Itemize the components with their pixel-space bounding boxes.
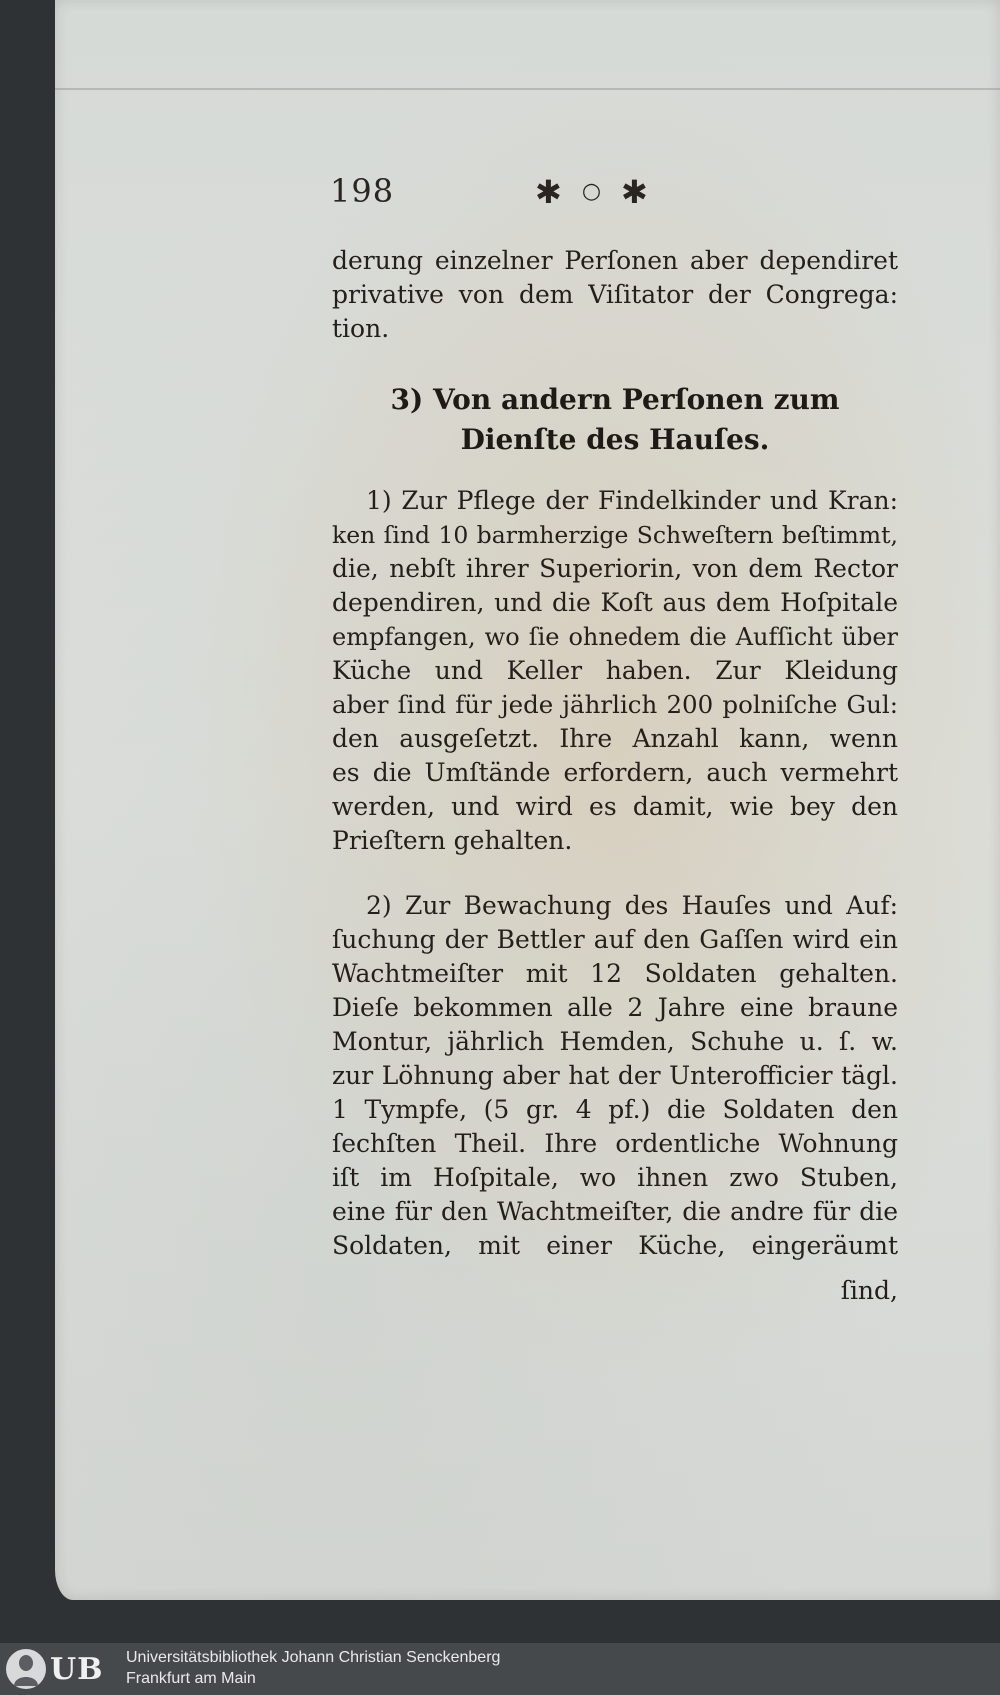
section-heading-line: 3) Von andern Perſonen zum [390, 383, 840, 416]
text-line: Dieſe bekommen alle 2 Jahre eine braune [332, 993, 898, 1022]
footer-bar [0, 1643, 1000, 1695]
section-heading [332, 380, 898, 460]
text-line: ſuchung der Bettler auf den Gaſſen wird ein [332, 925, 898, 954]
section-heading-line: Dienſte des Hauſes. [460, 423, 770, 456]
ornament-star-icon: ✱ [535, 173, 562, 211]
header-ornament [535, 173, 648, 211]
text-line: tion. [332, 314, 390, 343]
ornament-circle-icon: ○ [581, 179, 602, 204]
text-line: empfangen, wo ſie ohnedem die Aufſicht über [332, 623, 898, 651]
page-header [330, 172, 900, 222]
text-line: Küche und Keller haben. Zur Kleidung [332, 656, 898, 685]
text-line: die, nebſt ihrer Superiorin, von dem Rector [332, 554, 898, 583]
text-line: eine für den Wachtmeiſter, die andre für die [332, 1197, 898, 1226]
text-line: Soldaten, mit einer Küche, eingeräumt [332, 1231, 898, 1260]
paragraph-2 [332, 889, 898, 1263]
text-line: Wachtmeiſter mit 12 Soldaten gehalten. [332, 959, 898, 988]
paragraph-1 [332, 484, 898, 858]
text-line: Prieſtern gehalten. [332, 826, 573, 855]
logo-text: UB [50, 1651, 104, 1687]
page-number: 198 [330, 172, 395, 210]
catchword: ſind, [840, 1276, 898, 1305]
text-line: iſt im Hoſpitale, wo ihnen zwo Stuben, [332, 1163, 898, 1192]
text-line: ken ſind 10 barmherzige Schweſtern beſtimmt, [332, 521, 898, 549]
text-line: privative von dem Viſitator der Congrega: [332, 280, 898, 309]
library-city: Frankfurt am Main [126, 1670, 256, 1687]
text-line: Montur, jährlich Hemden, Schuhe u. ſ. w. [332, 1027, 898, 1056]
text-line: ſechſten Theil. Ihre ordentliche Wohnung [332, 1129, 898, 1158]
text-line: 1 Tympfe, (5 gr. 4 pf.) die Soldaten den [332, 1095, 898, 1124]
text-line: dependiren, und die Koſt aus dem Hoſpitale [332, 588, 898, 617]
text-line: zur Löhnung aber hat der Unterofficier tägl. [332, 1061, 898, 1090]
portrait-icon [6, 1649, 46, 1689]
text-line: es die Umſtände erfordern, auch vermehrt [332, 758, 898, 787]
ornament-star-icon: ✱ [621, 173, 648, 211]
text-line: aber ſind für jede jährlich 200 polniſche Gul: [332, 690, 898, 719]
text-line: 1) Zur Pflege der Findelkinder und Kran: [366, 486, 898, 515]
text-line: werden, und wird es damit, wie bey den [332, 792, 898, 821]
intro-paragraph [332, 244, 898, 346]
paper-fold-line [55, 88, 1000, 90]
text-line: 2) Zur Bewachung des Hauſes und Auf: [366, 891, 898, 920]
text-line: den ausgeſetzt. Ihre Anzahl kann, wenn [332, 724, 898, 753]
library-name: Universitätsbibliothek Johann Christian Senckenberg [126, 1649, 501, 1666]
library-logo[interactable] [6, 1649, 118, 1689]
text-line: derung einzelner Perſonen aber dependiret [332, 246, 898, 275]
